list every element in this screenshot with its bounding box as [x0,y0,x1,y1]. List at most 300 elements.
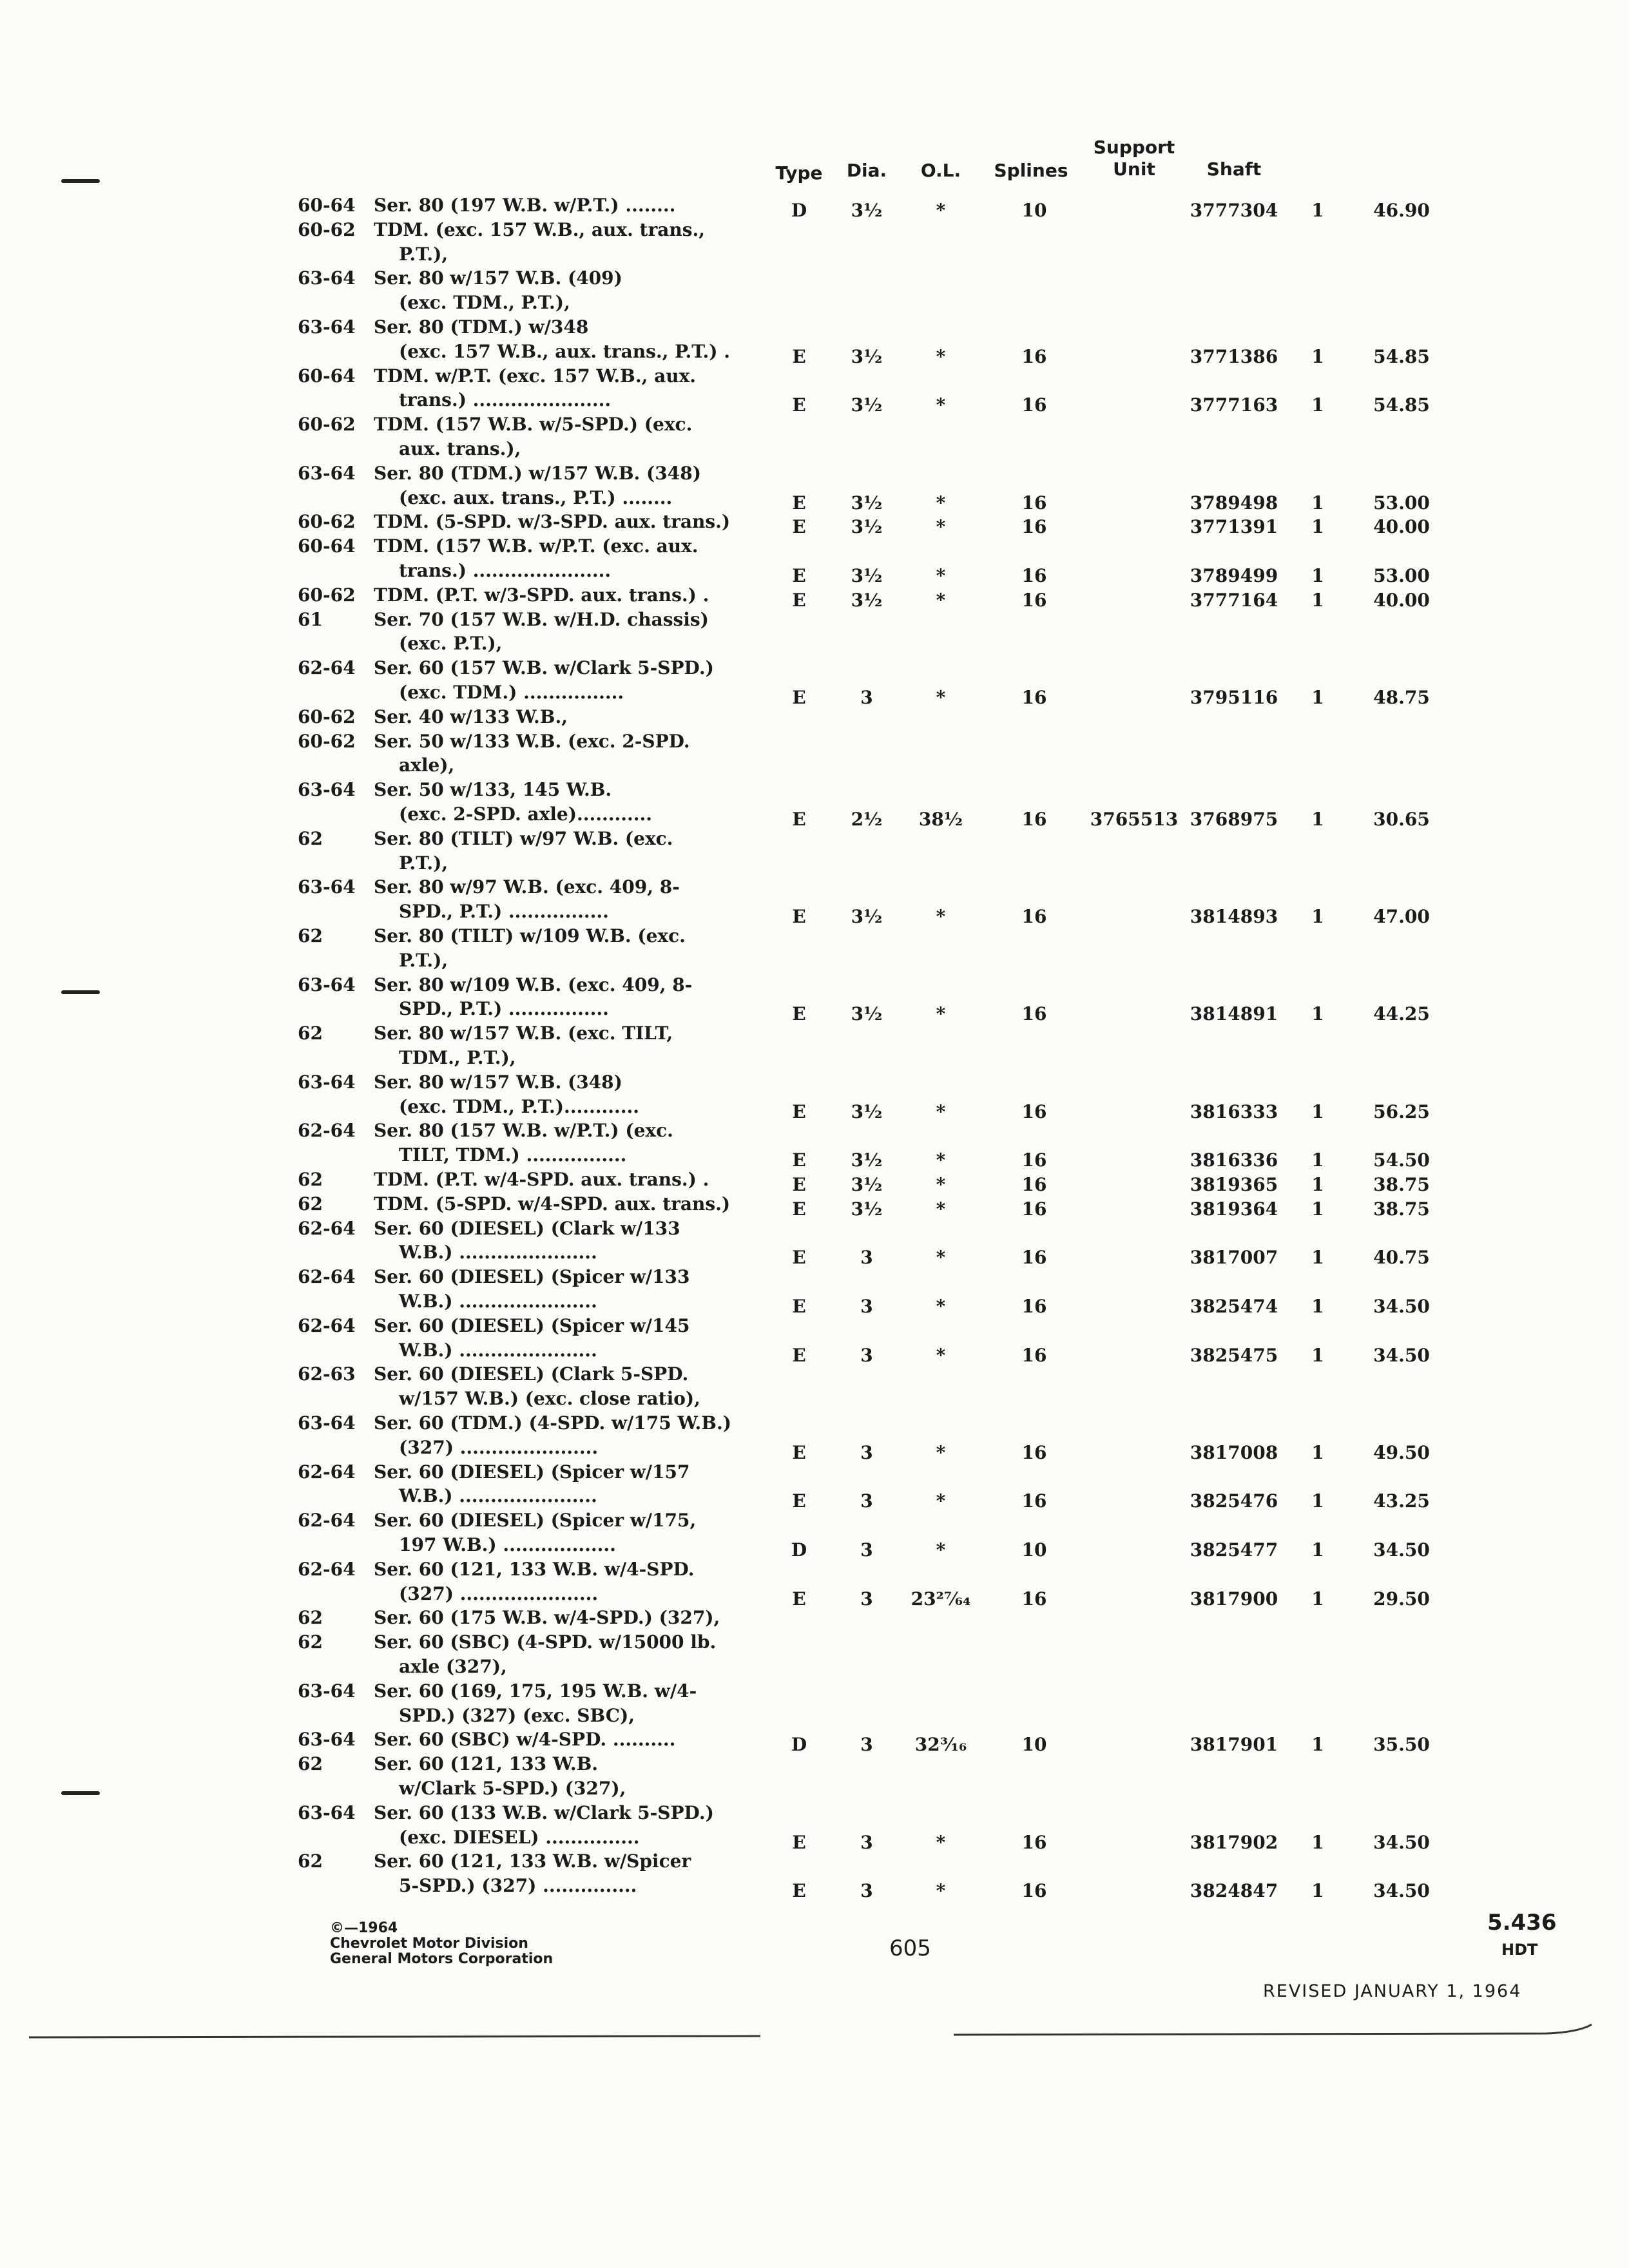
col-header-support: Support [1093,137,1175,158]
cell-qty: 1 [1311,589,1324,611]
cell-ol: * [936,1174,946,1195]
model-years: 60-62 [298,730,356,752]
application-description: Ser. 60 (DIESEL) (Spicer w/157 [374,1461,690,1483]
application-description: W.B.) ...................... [374,1242,597,1264]
cell-qty: 1 [1311,565,1324,586]
application-description: trans.) ...................... [374,560,612,581]
cell-qty: 1 [1311,809,1324,830]
cell-ol: * [936,200,946,221]
application-description: Ser. 60 (169, 175, 195 W.B. w/4- [374,1680,697,1702]
application-description: axle (327), [374,1656,507,1677]
cell-dia: 3 [860,1441,873,1463]
application-description: TDM. (157 W.B. w/P.T. (exc. aux. [374,535,699,557]
application-description: Ser. 60 (DIESEL) (Clark 5-SPD. [374,1363,689,1385]
cell-ol: * [936,492,946,514]
cell-type: E [792,1296,806,1317]
application-description: P.T.), [374,949,448,971]
cell-dia: 3 [860,1247,873,1269]
cell-ol: * [936,906,946,928]
cell-price: 34.50 [1373,1344,1430,1366]
application-description: Ser. 60 (157 W.B. w/Clark 5-SPD.) [374,657,714,679]
cell-splines: 10 [1021,200,1047,221]
cell-price: 44.25 [1373,1003,1430,1025]
cell-splines: 16 [1021,1003,1047,1025]
cell-dia: 3½ [851,1100,883,1122]
cell-type: E [792,492,806,514]
section-code: HDT [1501,1941,1538,1959]
margin-mark [61,990,100,994]
cell-dia: 3½ [851,1003,883,1025]
cell-ol: * [936,1490,946,1512]
cell-dia: 3½ [851,345,883,367]
cell-splines: 16 [1021,1490,1047,1512]
model-years: 62-64 [298,1266,356,1288]
cell-splines: 16 [1021,565,1047,586]
model-years: 63-64 [298,876,356,898]
cell-qty: 1 [1311,516,1324,538]
application-description: Ser. 60 (121, 133 W.B. w/4-SPD. [374,1558,695,1580]
model-years: 62 [298,1631,323,1653]
cell-qty: 1 [1311,1344,1324,1366]
model-years: 60-64 [298,195,356,216]
application-description: (327) ...................... [374,1436,599,1458]
cell-ol: * [936,1296,946,1317]
cell-qty: 1 [1311,1539,1324,1561]
application-description: SPD., P.T.) ................ [374,901,609,923]
cell-splines: 16 [1021,1441,1047,1463]
cell-type: E [792,565,806,586]
model-years: 62 [298,1169,323,1190]
application-description: Ser. 60 (SBC) w/4-SPD. .......... [374,1729,676,1751]
model-years: 63-64 [298,462,356,484]
cell-price: 49.50 [1373,1441,1430,1463]
section-number: 5.436 [1487,1910,1557,1936]
cell-dia: 3 [860,1831,873,1853]
cell-shaft: 3817007 [1190,1247,1278,1269]
application-description: Ser. 80 (157 W.B. w/P.T.) (exc. [374,1120,673,1142]
cell-splines: 16 [1021,1247,1047,1269]
cell-dia: 3 [860,1588,873,1610]
application-description: 5-SPD.) (327) ............... [374,1875,637,1897]
cell-type: E [792,394,806,416]
cell-type: E [792,687,806,708]
cell-shaft: 3819365 [1190,1174,1278,1195]
application-description: SPD.) (327) (exc. SBC), [374,1704,635,1726]
model-years: 62-64 [298,1120,356,1142]
cell-type: E [792,1880,806,1902]
cell-qty: 1 [1311,687,1324,708]
cell-shaft: 3825477 [1190,1539,1278,1561]
cell-qty: 1 [1311,1003,1324,1025]
cell-splines: 16 [1021,492,1047,514]
cell-price: 34.50 [1373,1296,1430,1317]
cell-qty: 1 [1311,1880,1324,1902]
cell-splines: 16 [1021,516,1047,538]
cell-splines: 16 [1021,1344,1047,1366]
cell-type: E [792,345,806,367]
cell-dia: 2½ [851,809,883,830]
cell-ol: * [936,687,946,708]
cell-price: 53.00 [1373,565,1430,586]
cell-type: E [792,809,806,830]
application-description: TDM. (5-SPD. w/4-SPD. aux. trans.) [374,1193,731,1215]
cell-qty: 1 [1311,1198,1324,1220]
model-years: 63-64 [298,1412,356,1434]
application-description: Ser. 60 (DIESEL) (Spicer w/133 [374,1266,690,1288]
cell-ol: * [936,1539,946,1561]
cell-type: E [792,1441,806,1463]
application-description: (exc. TDM., P.T.)............ [374,1095,640,1117]
application-description: Ser. 50 w/133, 145 W.B. [374,779,612,801]
application-description: TDM. (157 W.B. w/5-SPD.) (exc. [374,414,693,436]
cell-qty: 1 [1311,200,1324,221]
cell-shaft: 3816336 [1190,1149,1278,1171]
application-description: aux. trans.), [374,438,521,459]
cell-qty: 1 [1311,1588,1324,1610]
cell-dia: 3 [860,1734,873,1756]
application-description: Ser. 60 (DIESEL) (Clark w/133 [374,1217,680,1239]
cell-splines: 16 [1021,1296,1047,1317]
cell-splines: 16 [1021,394,1047,416]
cell-splines: 16 [1021,1149,1047,1171]
cell-price: 40.00 [1373,516,1430,538]
cell-price: 35.50 [1373,1734,1430,1756]
cell-shaft: 3817008 [1190,1441,1278,1463]
cell-qty: 1 [1311,1100,1324,1122]
application-description: TDM. (5-SPD. w/3-SPD. aux. trans.) [374,511,731,533]
col-header-splines: Splines [994,160,1068,181]
application-description: Ser. 70 (157 W.B. w/H.D. chassis) [374,608,709,630]
cell-shaft: 3816333 [1190,1100,1278,1122]
application-description: Ser. 80 (TILT) w/97 W.B. (exc. [374,827,673,849]
cell-ol: * [936,516,946,538]
model-years: 60-62 [298,414,356,436]
application-description: Ser. 80 (TDM.) w/348 [374,316,589,338]
cell-ol: * [936,1149,946,1171]
cell-splines: 16 [1021,1198,1047,1220]
copyright: ©—1964 [330,1920,398,1936]
cell-type: E [792,1003,806,1025]
application-description: Ser. 80 w/157 W.B. (409) [374,267,622,289]
cell-splines: 10 [1021,1734,1047,1756]
cell-ol: * [936,394,946,416]
cell-price: 34.50 [1373,1880,1430,1902]
cell-qty: 1 [1311,394,1324,416]
cell-dia: 3½ [851,516,883,538]
cell-price: 48.75 [1373,687,1430,708]
cell-shaft: 3777163 [1190,394,1278,416]
cell-dia: 3 [860,1296,873,1317]
cell-shaft: 3817902 [1190,1831,1278,1853]
cell-splines: 16 [1021,1174,1047,1195]
col-header-type: Type [775,162,823,184]
application-description: TILT, TDM.) ................ [374,1144,627,1166]
cell-qty: 1 [1311,1490,1324,1512]
col-header-shaft: Shaft [1206,159,1262,180]
cell-shaft: 3814893 [1190,906,1278,928]
cell-shaft: 3771386 [1190,345,1278,367]
cell-splines: 16 [1021,1831,1047,1853]
cell-shaft: 3814891 [1190,1003,1278,1025]
model-years: 62-64 [298,1217,356,1239]
application-description: W.B.) ...................... [374,1291,597,1312]
cell-ol: * [936,589,946,611]
application-description: SPD., P.T.) ................ [374,998,609,1020]
model-years: 63-64 [298,316,356,338]
application-description: P.T.), [374,852,448,874]
cell-qty: 1 [1311,1831,1324,1853]
application-description: Ser. 60 (133 W.B. w/Clark 5-SPD.) [374,1802,714,1823]
corporation-name: General Motors Corporation [330,1951,554,1967]
application-description: Ser. 80 (197 W.B. w/P.T.) ........ [374,195,676,216]
application-description: (exc. 2-SPD. axle)............ [374,803,652,825]
application-description: w/Clark 5-SPD.) (327), [374,1778,626,1799]
cell-price: 53.00 [1373,492,1430,514]
cell-dia: 3 [860,1539,873,1561]
cell-support-unit: 3765513 [1090,809,1179,830]
model-years: 63-64 [298,1071,356,1093]
cell-splines: 16 [1021,687,1047,708]
model-years: 62 [298,1753,323,1775]
cell-qty: 1 [1311,906,1324,928]
cell-type: E [792,1490,806,1512]
cell-type: E [792,1588,806,1610]
model-years: 60-62 [298,706,356,727]
application-description: TDM., P.T.), [374,1047,516,1068]
cell-shaft: 3768975 [1190,809,1278,830]
model-years: 62 [298,1023,323,1044]
cell-splines: 10 [1021,1539,1047,1561]
cell-splines: 16 [1021,906,1047,928]
model-years: 63-64 [298,1802,356,1823]
cell-dia: 3 [860,1344,873,1366]
cell-shaft: 3771391 [1190,516,1278,538]
cell-dia: 3½ [851,492,883,514]
cell-splines: 16 [1021,345,1047,367]
application-description: Ser. 80 w/97 W.B. (exc. 409, 8- [374,876,680,898]
cell-ol: * [936,565,946,586]
cell-shaft: 3789498 [1190,492,1278,514]
cell-dia: 3½ [851,1149,883,1171]
cell-type: E [792,1344,806,1366]
cell-type: D [791,1539,807,1561]
model-years: 60-62 [298,584,356,606]
cell-ol: * [936,345,946,367]
cell-price: 47.00 [1373,906,1430,928]
cell-ol: * [936,1344,946,1366]
cell-ol: * [936,1003,946,1025]
cell-dia: 3½ [851,906,883,928]
application-description: (exc. P.T.), [374,633,503,655]
cell-type: E [792,1198,806,1220]
cell-ol: * [936,1880,946,1902]
cell-type: E [792,1149,806,1171]
cell-shaft: 3817901 [1190,1734,1278,1756]
cell-ol: * [936,1100,946,1122]
model-years: 62 [298,925,323,947]
cell-type: D [791,200,807,221]
cell-price: 54.50 [1373,1149,1430,1171]
cell-dia: 3½ [851,1198,883,1220]
application-description: TDM. w/P.T. (exc. 157 W.B., aux. [374,365,697,387]
cell-shaft: 3777304 [1190,200,1278,221]
cell-qty: 1 [1311,345,1324,367]
model-years: 62-64 [298,1314,356,1336]
cell-dia: 3½ [851,394,883,416]
application-description: Ser. 40 w/133 W.B., [374,706,568,727]
application-description: Ser. 50 w/133 W.B. (exc. 2-SPD. [374,730,690,752]
cell-ol: 32³⁄₁₆ [914,1734,967,1756]
cell-type: E [792,1100,806,1122]
cell-ol: * [936,1441,946,1463]
cell-splines: 16 [1021,1880,1047,1902]
cell-shaft: 3789499 [1190,565,1278,586]
application-description: axle), [374,754,455,776]
application-description: (327) ...................... [374,1582,599,1604]
cell-qty: 1 [1311,492,1324,514]
application-description: (exc. TDM., P.T.), [374,292,570,314]
application-description: Ser. 80 w/157 W.B. (exc. TILT, [374,1023,673,1044]
model-years: 62 [298,1607,323,1629]
cell-type: E [792,516,806,538]
application-description: trans.) ...................... [374,389,612,411]
cell-price: 30.65 [1373,809,1430,830]
margin-mark [61,179,100,183]
model-years: 62 [298,1193,323,1215]
cell-price: 54.85 [1373,345,1430,367]
application-description: Ser. 60 (SBC) (4-SPD. w/15000 lb. [374,1631,717,1653]
cell-ol: * [936,1198,946,1220]
cell-dia: 3½ [851,565,883,586]
model-years: 62 [298,1850,323,1872]
application-description: Ser. 80 (TILT) w/109 W.B. (exc. [374,925,686,947]
model-years: 60-64 [298,365,356,387]
application-description: Ser. 60 (121, 133 W.B. w/Spicer [374,1850,691,1872]
model-years: 62-64 [298,1461,356,1483]
cell-splines: 16 [1021,1588,1047,1610]
cell-shaft: 3795116 [1190,687,1278,708]
cell-price: 38.75 [1373,1174,1430,1195]
cell-splines: 16 [1021,589,1047,611]
cell-ol: * [936,1247,946,1269]
division-name: Chevrolet Motor Division [330,1936,528,1952]
cell-shaft: 3825475 [1190,1344,1278,1366]
cell-ol: 23²⁷⁄₆₄ [911,1588,971,1610]
application-description: (exc. aux. trans., P.T.) ........ [374,486,673,508]
col-header-ol: O.L. [920,160,961,181]
cell-splines: 16 [1021,1100,1047,1122]
cell-price: 34.50 [1373,1539,1430,1561]
cell-price: 54.85 [1373,394,1430,416]
cell-splines: 16 [1021,809,1047,830]
cell-dia: 3½ [851,200,883,221]
application-description: Ser. 60 (DIESEL) (Spicer w/145 [374,1314,690,1336]
application-description: W.B.) ...................... [374,1485,597,1507]
model-years: 63-64 [298,1729,356,1751]
cell-qty: 1 [1311,1441,1324,1463]
model-years: 63-64 [298,267,356,289]
cell-type: E [792,906,806,928]
cell-shaft: 3824847 [1190,1880,1278,1902]
application-description: Ser. 80 w/157 W.B. (348) [374,1071,622,1093]
model-years: 62-63 [298,1363,356,1385]
cell-qty: 1 [1311,1296,1324,1317]
cell-shaft: 3825474 [1190,1296,1278,1317]
cell-shaft: 3777164 [1190,589,1278,611]
application-description: Ser. 60 (TDM.) (4-SPD. w/175 W.B.) [374,1412,731,1434]
cell-price: 40.75 [1373,1247,1430,1269]
col-header-support-unit: Unit [1113,159,1155,180]
cell-dia: 3½ [851,1174,883,1195]
cell-type: E [792,1174,806,1195]
application-description: 197 W.B.) .................. [374,1534,616,1555]
cell-qty: 1 [1311,1247,1324,1269]
cell-dia: 3½ [851,589,883,611]
cell-price: 38.75 [1373,1198,1430,1220]
cell-shaft: 3825476 [1190,1490,1278,1512]
model-years: 60-64 [298,535,356,557]
cell-qty: 1 [1311,1149,1324,1171]
model-years: 60-62 [298,218,356,240]
application-description: (exc. TDM.) ................ [374,682,624,703]
cell-shaft: 3817900 [1190,1588,1278,1610]
cell-ol: * [936,1831,946,1853]
cell-type: E [792,1247,806,1269]
model-years: 60-62 [298,511,356,533]
revised-date: REVISED JANUARY 1, 1964 [1263,1981,1522,2001]
application-description: Ser. 80 w/109 W.B. (exc. 409, 8- [374,974,693,995]
cell-price: 34.50 [1373,1831,1430,1853]
model-years: 62-64 [298,1510,356,1532]
cell-dia: 3 [860,687,873,708]
cell-price: 46.90 [1373,200,1430,221]
cell-dia: 3 [860,1490,873,1512]
cell-price: 40.00 [1373,589,1430,611]
application-description: (exc. DIESEL) ............... [374,1826,640,1848]
model-years: 62-64 [298,657,356,679]
col-header-dia: Dia. [846,160,887,181]
application-description: Ser. 80 (TDM.) w/157 W.B. (348) [374,462,701,484]
cell-dia: 3 [860,1880,873,1902]
model-years: 62 [298,827,323,849]
cell-qty: 1 [1311,1174,1324,1195]
application-description: P.T.), [374,243,448,265]
cell-shaft: 3819364 [1190,1198,1278,1220]
cell-type: D [791,1734,807,1756]
cell-price: 56.25 [1373,1100,1430,1122]
application-description: Ser. 60 (175 W.B. w/4-SPD.) (327), [374,1607,720,1629]
model-years: 62-64 [298,1558,356,1580]
cell-ol: 38½ [918,809,963,830]
model-years: 63-64 [298,1680,356,1702]
bottom-rule [0,2017,1629,2055]
application-description: Ser. 60 (DIESEL) (Spicer w/175, [374,1510,697,1532]
application-description: (exc. 157 W.B., aux. trans., P.T.) . [374,340,730,362]
application-description: TDM. (P.T. w/4-SPD. aux. trans.) . [374,1169,709,1190]
model-years: 61 [298,608,323,630]
cell-type: E [792,1831,806,1853]
application-description: W.B.) ...................... [374,1339,597,1361]
application-description: Ser. 60 (121, 133 W.B. [374,1753,599,1775]
model-years: 63-64 [298,779,356,801]
application-description: TDM. (P.T. w/3-SPD. aux. trans.) . [374,584,709,606]
cell-price: 43.25 [1373,1490,1430,1512]
application-description: w/157 W.B.) (exc. close ratio), [374,1388,700,1410]
margin-mark [61,1791,100,1795]
cell-qty: 1 [1311,1734,1324,1756]
cell-type: E [792,589,806,611]
model-years: 63-64 [298,974,356,995]
